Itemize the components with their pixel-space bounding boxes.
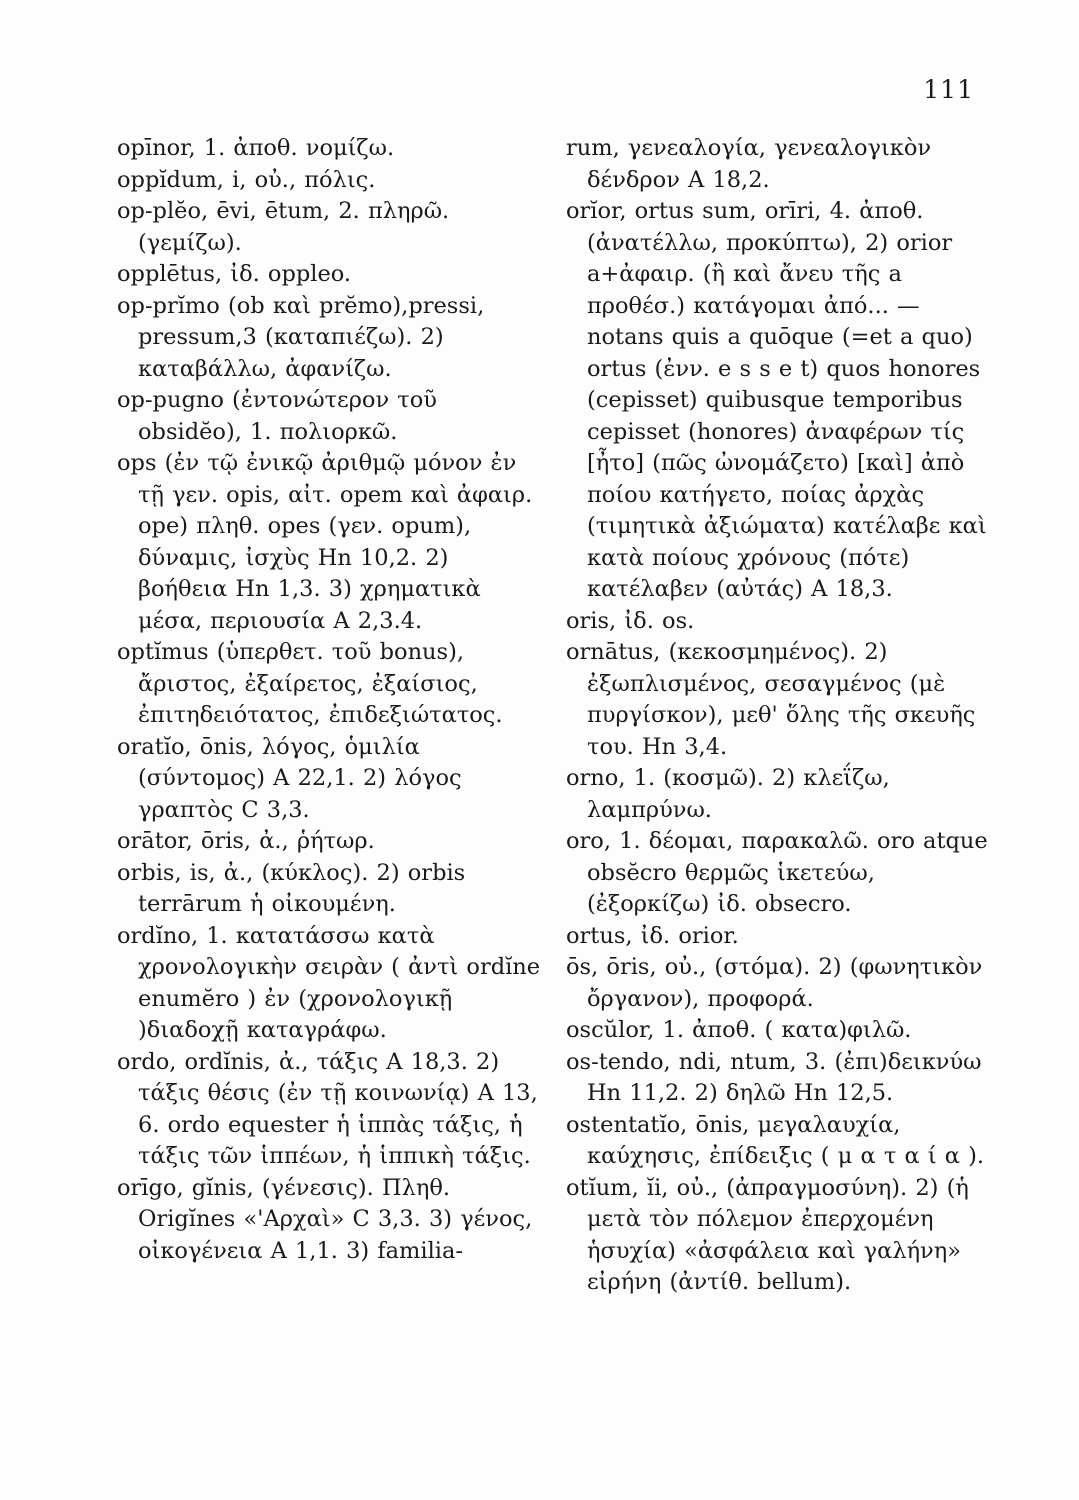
dictionary-entry: ornātus, (κεκοσμημένος). 2) ἐξωπλισμένος, σεσαγμένος (μὲ πυργίσκον), μεθ' ὅλης τῆς σκευῆς του. Hn 3,4. — [566, 639, 976, 760]
dictionary-entry: orno, 1. (κοσμῶ). 2) κλεΐζω, λαμπρύνω. — [566, 765, 890, 823]
dictionary-entry: ortus, ἰδ. orior. — [566, 922, 739, 949]
dictionary-entry: ostentatĭo, ōnis, μεγαλαυχία, καύχησις, ἐπίδειξις ( μ α τ α ί α ). — [566, 1111, 985, 1169]
dictionary-entry: op-prĭmo (ob καὶ prĕmo),pressi, pressum,3 (καταπιέζω). 2) καταβάλλω, ἀφανίζω. — [117, 292, 485, 382]
dictionary-entry: orīgo, gĭnis, (γένεσις). Πληθ. Origĭnes «'Αρχαὶ» C 3,3. 3) γένος, οἰκογένεια A 1,1. 3) familia- — [117, 1174, 533, 1264]
dictionary-entry: orātor, ōris, ἀ., ῥήτωρ. — [117, 828, 375, 854]
dictionary-entry: rum, γενεαλογία, γενεαλογικὸν δένδρον A 18,2. — [566, 135, 932, 193]
dictionary-entry: ordĭno, 1. κατατάσσω κατὰ χρονολογικὴν σειρὰν ( ἀντὶ ordĭne enumĕro ) ἐν (χρονολογικῇ )διαδοχῇ καταγράφω. — [117, 922, 541, 1043]
dictionary-entry: oro, 1. δέομαι, παρακαλῶ. oro atque obsĕcro θερμῶς ἱκετεύω, (ἐξορκίζω) ἰδ. obsecro. — [566, 828, 988, 917]
dictionary-entry: optĭmus (ὑπερθετ. τοῦ bonus), ἄριστος, ἐξαίρετος, ἐξαίσιος, ἐπιτηδειότατος, ἐπιδεξιώτατος. — [117, 639, 503, 728]
dictionary-entry: oscŭlor, 1. ἀποθ. ( κατα)φιλῶ. — [566, 1017, 912, 1043]
dictionary-entry: otĭum, ĭi, οὐ., (ἀπραγμοσύνη). 2) (ἡ μετὰ τὸν πόλεμον ἐπερχομένη ἡσυχία) «ἀσφάλεια καὶ γαλήνη» εἰρήνη (ἀντίθ. bellum). — [566, 1174, 969, 1295]
dictionary-entry: oris, ἰδ. os. — [566, 607, 695, 634]
dictionary-entry: orbis, is, ἀ., (κύκλος). 2) orbis terrārum ἡ οἰκουμένη. — [117, 859, 466, 917]
left-column — [117, 133, 542, 1267]
dictionary-entry: op-pugno (ἐντονώτερον τοῦ obsidĕo), 1. πολιορκῶ. — [117, 387, 437, 445]
dictionary-entry: oratĭo, ōnis, λόγος, ὁμιλία (σύντομος) A 22,1. 2) λόγος γραπτὸς C 3,3. — [117, 733, 462, 823]
dictionary-entry: os-tendo, ndi, ntum, 3. (ἐπι)δεικνύω Hn 11,2. 2) δηλῶ Hn 12,5. — [566, 1048, 982, 1106]
dictionary-entry: opplētus, ἰδ. oppleo. — [117, 261, 352, 287]
dictionary-entry: opīnor, 1. ἀποθ. νομίζω. — [117, 135, 395, 161]
dictionary-entry: ōs, ōris, οὐ., (στόμα). 2) (φωνητικὸν ὄργανον), προφορά. — [566, 954, 983, 1012]
right-column — [566, 133, 991, 1299]
dictionary-entry: ordo, ordĭnis, ἀ., τάξις A 18,3. 2) τάξις θέσις (ἐν τῇ κοινωνίᾳ) A 13, 6. ordo equester ἡ ἱππὰς τάξις, ἡ τάξις τῶν ἱππέων, ἡ ἱππικὴ τάξις. — [117, 1048, 538, 1169]
dictionary-entry: orĭor, ortus sum, orīri, 4. ἀποθ. (ἀνατέλλω, προκύπτω), 2) orior a+ἀφαιρ. (ἢ καὶ ἄνευ τῆς a προθέσ.) κατάγομαι ἀπό... — notans quis a quōque (=et a quo) ortus (ἐνν. e s s e t) quos honores (cepisset) quibusque temporibus cepisset (honores) ἀναφέρων τίς [ἦτο] (πῶς ὠνομάζετο) [καὶ] ἀπὸ ποίου κατήγετο, ποίας ἀρχὰς (τιμητικὰ ἀξιώματα) κατέλαβε καὶ κατὰ ποίους χρόνους (πότε) κατέλαβεν (αὐτάς) A 18,3. — [566, 198, 987, 602]
dictionary-entry: ops (ἐν τῷ ἐνικῷ ἀριθμῷ μόνον ἐν τῇ γεν. opis, αἰτ. opem καὶ ἀφαιρ. ope) πληθ. opes (γεν. opum), δύναμις, ἰσχὺς Hn 10,2. 2) βοήθεια Hn 1,3. 3) χρηματικὰ μέσα, περιουσία A 2,3.4. — [117, 450, 533, 634]
page-number: 111 — [923, 75, 974, 104]
dictionary-entry: oppĭdum, i, οὐ., πόλις. — [117, 166, 376, 193]
dictionary-entry: op-plĕo, ēvi, ētum, 2. πληρῶ. (γεμίζω). — [117, 198, 450, 256]
